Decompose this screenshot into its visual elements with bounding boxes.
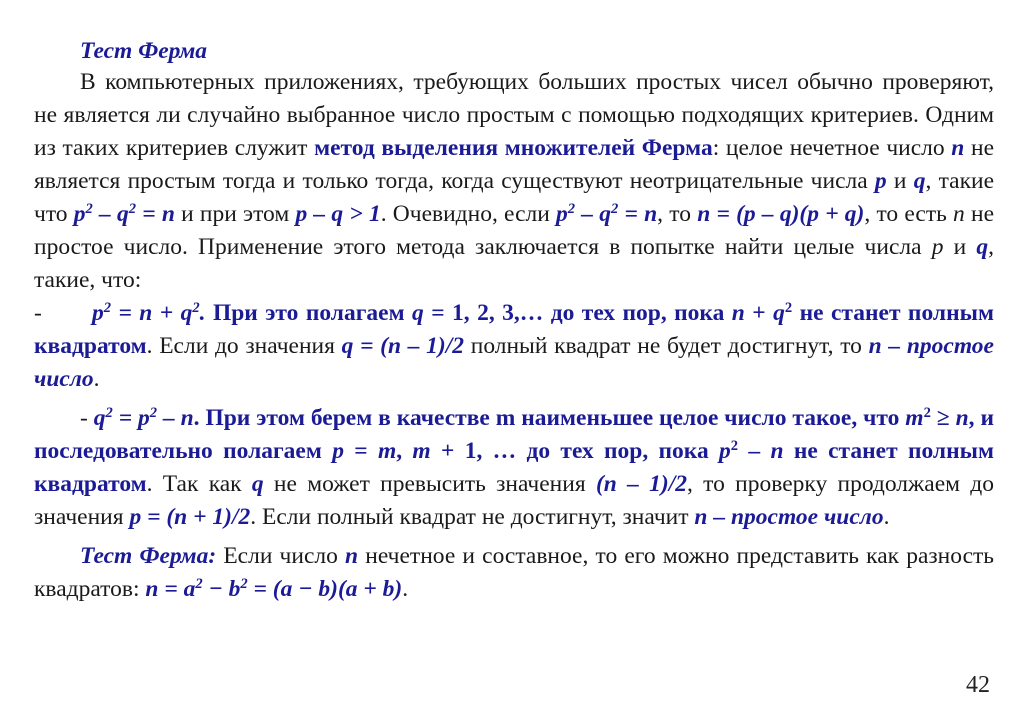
text: : целое нечетное число (712, 135, 952, 161)
var-q: q (913, 168, 926, 194)
difference-of-squares-equation: $n = a^2 - b^2 = (a - b)(a + b)$ (145, 576, 403, 602)
text: не является простым тогда и только тогда, когда существуют неотрицательные числа (34, 135, 994, 194)
equation-2: p – q > 1 (295, 201, 381, 227)
text: , такие, что: (34, 234, 995, 293)
item2-limit-equation: p = (n + 1)/2 (129, 504, 251, 530)
text: и (886, 168, 914, 194)
var-n: n (953, 201, 965, 227)
text: . Если до значения (146, 333, 342, 359)
section-title (80, 36, 994, 66)
text: не простое число. Применение этого метода заключается в попытке найти целые числа (34, 201, 995, 260)
text: . Очевидно, если (380, 201, 557, 227)
item2-equation: $q^2 = p^2 - n$ (93, 405, 194, 431)
var-p: p (874, 168, 887, 194)
var-n: n (951, 135, 965, 161)
list-dash: - (80, 405, 94, 431)
text: и при этом (174, 201, 296, 227)
list-dash: - (34, 300, 42, 326)
text: не может превысить значения (263, 471, 596, 497)
list-item-2: - $q^2 = p^2 - n$. При этом берем в качестве m наименьшее целое число такое, что $m^2 \ge n$, и последовательно полагаем p = m, m + 1, … до тех пор, пока $p^2$ – n не станет полным квадратом. Так как q не может превысить значения (n – 1)/2, то проверку продолжаем до значения p = (n + 1)/2. Если полный квадрат не достигнут, значит n – простое число. (34, 405, 995, 530)
text: . Если полный квадрат не достигнут, значит (250, 504, 695, 530)
text: . Так как (146, 471, 252, 497)
item1-bold: При это полагаем q = 1, 2, 3,… до тех пор, пока $n + q^2$ не станет полным квадратом (34, 300, 994, 359)
text: полный квадрат не будет достигнут, то (464, 333, 869, 359)
paragraph-fermat-test: Тест Ферма: Если число n нечетное и составное, то его можно представить как разность квадратов: $n = a^2 - b^2 = (a - b)(a + b)$. (34, 543, 994, 602)
method-name: метод выделения множителей Ферма (314, 135, 713, 161)
item1-equation: $p^2 = n + q^2$. (92, 300, 206, 326)
fermat-test-label: Тест Ферма: (80, 543, 217, 569)
title-text: Тест Ферма (80, 38, 208, 64)
item2-bold: . При этом берем в качестве m наименьшее целое число такое, что $m^2 \ge n$, и последовательно полагаем p = m, m + 1, … до тех пор, пока $p^2$ – n не станет полным квадратом (34, 405, 995, 497)
text: В компьютерных приложениях, требующих больших простых чисел обычно проверяют, не является ли случайно выбранное число простым с помощью подходящих критериев. Одним из таких критериев служит (34, 69, 994, 161)
paragraph-intro (34, 66, 994, 297)
var-p: p (931, 234, 944, 260)
item2-bound-equation: (n – 1)/2 (595, 471, 688, 497)
text: нечетное и составное, то его можно представить как разность квадратов: (34, 543, 994, 602)
text: и (943, 234, 977, 260)
equation-4: n = (p – q)(p + q) (697, 201, 865, 227)
text: , то проверку продолжаем до значения (34, 471, 994, 530)
equation-1: $p^2 - q^2 = n$ (73, 201, 175, 227)
list-item-1: - $p^2 = n + q^2$. При это полагаем q = 1, 2, 3,… до тех пор, пока $n + q^2$ не станет полным квадратом. Если до значения q = (n – 1)/2 полный квадрат не будет достигнут, то n – простое число. (34, 297, 994, 396)
item2-conclusion: n – простое число (694, 504, 884, 530)
page-number: 42 (966, 672, 990, 698)
var-q: q (976, 234, 989, 260)
text: , такие что (34, 168, 994, 227)
text: , то (657, 201, 698, 227)
slide-content (34, 36, 994, 606)
item1-conclusion: n – простое число (34, 333, 994, 392)
equation-3: $p^2 - q^2 = n$ (556, 201, 658, 227)
text: Если число (216, 543, 346, 569)
var-n: n (345, 543, 359, 569)
item1-limit-equation: q = (n – 1)/2 (341, 333, 465, 359)
text: , то есть (864, 201, 954, 227)
